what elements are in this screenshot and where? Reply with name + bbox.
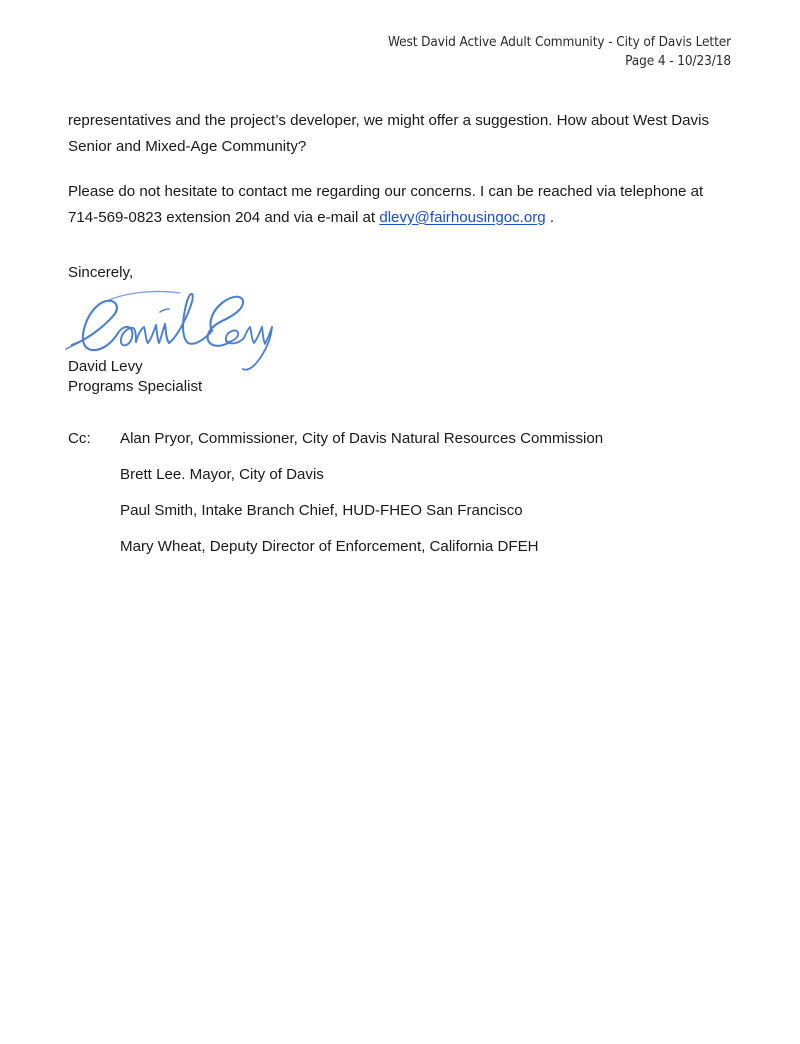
cc-row <box>68 501 733 537</box>
signer-title: Programs Specialist <box>68 377 203 395</box>
document-running-header <box>68 33 731 71</box>
cc-recipient: Paul Smith, Intake Branch Chief, HUD-FHEO San Francisco <box>120 502 523 519</box>
cc-label: Cc: <box>68 430 91 447</box>
cc-row <box>68 537 733 573</box>
cc-recipient: Brett Lee. Mayor, City of Davis <box>120 466 324 483</box>
email-link[interactable]: dlevy@fairhousingoc.org <box>379 208 546 226</box>
paragraph-2-text-before-link: Please do not hesitate to contact me regarding our concerns. I can be reached via telephone at 714-569-0823 extension 204 and via e-mail at <box>68 183 704 226</box>
cc-recipient: Mary Wheat, Deputy Director of Enforcement, California DFEH <box>120 538 539 555</box>
body-paragraph-2 <box>68 179 733 230</box>
header-title-line: West David Active Adult Community - City of Davis Letter <box>388 34 731 50</box>
header-page-date-line: Page 4 - 10/23/18 <box>625 53 731 69</box>
cc-row <box>68 465 733 501</box>
body-paragraph-1 <box>68 108 733 159</box>
paragraph-1-text: representatives and the project’s developer, we might offer a suggestion. How about West Davis Senior and Mixed-Age Community? <box>68 112 710 155</box>
cc-recipient: Alan Pryor, Commissioner, City of Davis Natural Resources Commission <box>120 430 604 447</box>
cc-section <box>68 429 733 573</box>
signer-name: David Levy <box>68 358 143 375</box>
signer-block <box>68 357 202 396</box>
cc-row <box>68 429 733 465</box>
closing-salutation: Sincerely, <box>68 264 134 281</box>
paragraph-2-text-after-link: . <box>545 208 555 226</box>
